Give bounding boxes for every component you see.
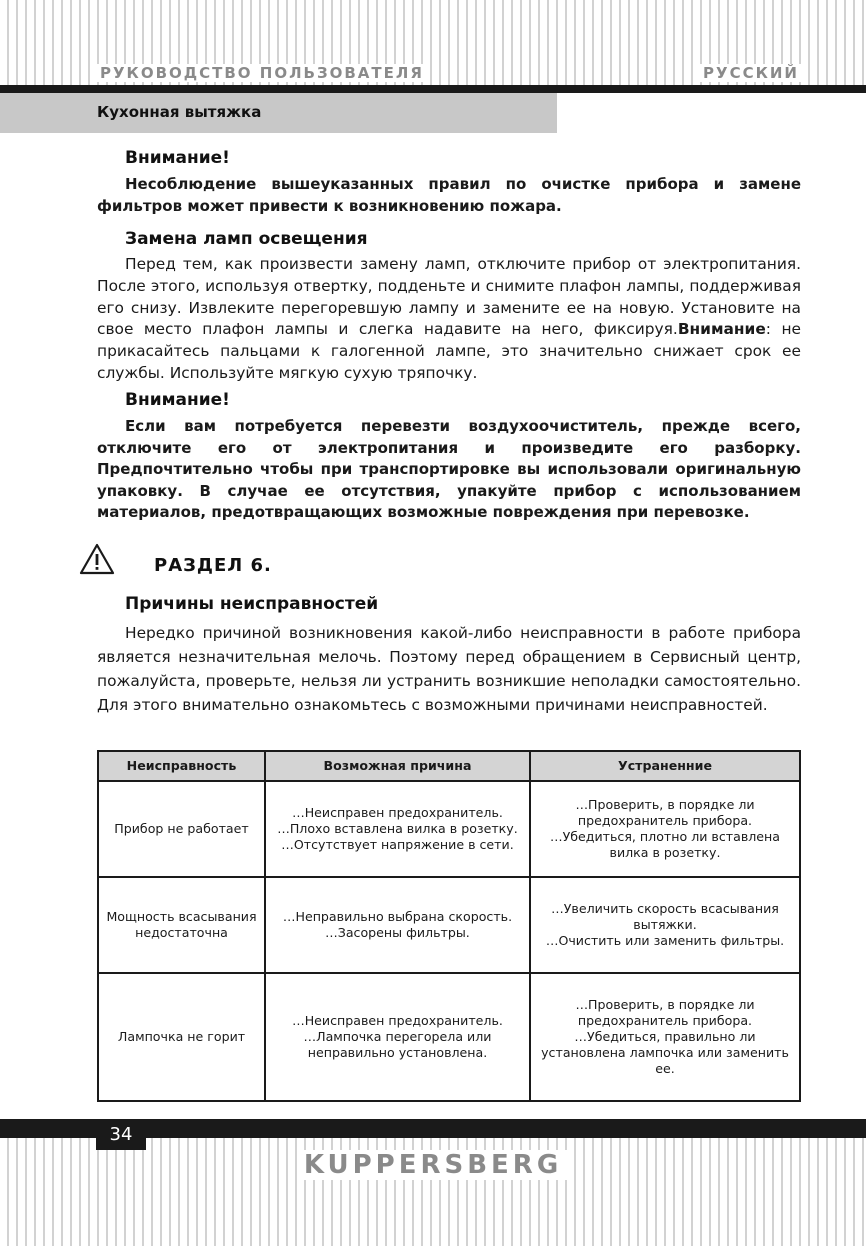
- section-title: РАЗДЕЛ 6.: [154, 555, 272, 576]
- table-row: [98, 877, 800, 973]
- warning-block-1: [97, 148, 801, 217]
- table-row: [98, 781, 800, 877]
- product-title: Кухонная вытяжка: [97, 103, 262, 121]
- header-rule: [0, 85, 866, 93]
- fix-line: …Проверить, в порядке ли предохранитель прибора.: [575, 797, 755, 828]
- faults-title: Причины неисправностей: [125, 594, 379, 614]
- lamp-title: Замена ламп освещения: [125, 229, 368, 249]
- cause-line: …Неправильно выбрана скорость.: [282, 909, 513, 924]
- language-label: РУССКИЙ: [700, 64, 802, 82]
- fix-cell: [530, 877, 800, 973]
- cause-cell: [265, 781, 530, 877]
- fix-line: …Увеличить скорость всасывания вытяжки.: [551, 901, 779, 932]
- cause-cell: [265, 973, 530, 1101]
- fix-cell: [530, 973, 800, 1101]
- lamp-text: [97, 254, 801, 385]
- cause-line: …Лампочка перегорела или неправильно установлена.: [303, 1029, 492, 1060]
- fix-line: …Очистить или заменить фильтры.: [545, 933, 785, 948]
- lamp-text-main: Перед тем, как произвести замену ламп, отключите прибор от электропитания. После этого, используя отвертку, подденьте и снимите плафон лампы, поддерживая его снизу. Извлеките перегоревшую лампу и замените ее на новую. Установите на свое место плафон лампы и слегка надавите на него, фиксируя.: [97, 255, 801, 339]
- fix-line: …Проверить, в порядке ли предохранитель прибора.: [575, 997, 755, 1028]
- fix-line: …Убедиться, правильно ли установлена лампочка или заменить ее.: [541, 1029, 789, 1076]
- brand-name: KUPPERSBERG: [298, 1150, 568, 1180]
- warning-block-2: [97, 390, 801, 524]
- warning-2-title: Внимание!: [125, 390, 230, 410]
- faults-block: [97, 594, 801, 717]
- fault-cell: Прибор не работает: [98, 781, 265, 877]
- troubleshooting-table: [97, 750, 801, 1102]
- table-row: [98, 973, 800, 1101]
- brand-logo: [0, 1150, 866, 1180]
- fix-line: …Убедиться, плотно ли вставлена вилка в розетку.: [549, 829, 780, 860]
- cause-line: …Плохо вставлена вилка в розетку.: [277, 821, 518, 836]
- cause-line: …Неисправен предохранитель.: [292, 1013, 503, 1028]
- warning-1-title: Внимание!: [125, 148, 230, 168]
- faults-intro: Нередко причиной возникновения какой-либо неисправности в работе прибора является незначительная мелочь. Поэтому перед обращением в Сервисный центр, пожалуйста, проверьте, нельзя ли устранить возникшие неполадки самостоятельно. Для этого внимательно ознакомьтесь с возможными причинами неисправностей.: [97, 624, 801, 714]
- product-band: [0, 93, 557, 133]
- cause-cell: [265, 877, 530, 973]
- header-fault: Неисправность: [98, 751, 265, 781]
- lamp-text-tail: : не прикасайтесь пальцами к галогенной лампе, это значительно снижает срок ее службы. Используйте мягкую сухую тряпочку.: [97, 320, 801, 382]
- fault-cell: Мощность всасывания недостаточна: [98, 877, 265, 973]
- lamp-replacement-block: [97, 229, 801, 385]
- cause-line: …Засорены фильтры.: [325, 925, 470, 940]
- cause-line: …Отсутствует напряжение в сети.: [281, 837, 514, 852]
- header-cause: Возможная причина: [265, 751, 530, 781]
- fault-cell: Лампочка не горит: [98, 973, 265, 1101]
- page-number: 34: [96, 1119, 146, 1150]
- warning-1-text: Несоблюдение вышеуказанных правил по очистке прибора и замене фильтров может привести к возникновению пожара.: [97, 175, 801, 215]
- table-header-row: [98, 751, 800, 781]
- cause-line: …Неисправен предохранитель.: [292, 805, 503, 820]
- warning-2-text: Если вам потребуется перевезти воздухоочиститель, прежде всего, отключите его от электропитания и произведите его разборку. Предпочтительно чтобы при транспортировке вы использовали оригинальную упаковку. В случае ее отсутствия, упакуйте прибор с использованием материалов, предотвращающих возможные повреждения при перевозке.: [97, 417, 801, 521]
- lamp-text-bold: Внимание: [677, 320, 766, 339]
- warning-triangle-icon: [78, 542, 116, 576]
- fix-cell: [530, 781, 800, 877]
- header-fix: Устраненние: [530, 751, 800, 781]
- manual-label: РУКОВОДСТВО ПОЛЬЗОВАТЕЛЯ: [97, 64, 427, 82]
